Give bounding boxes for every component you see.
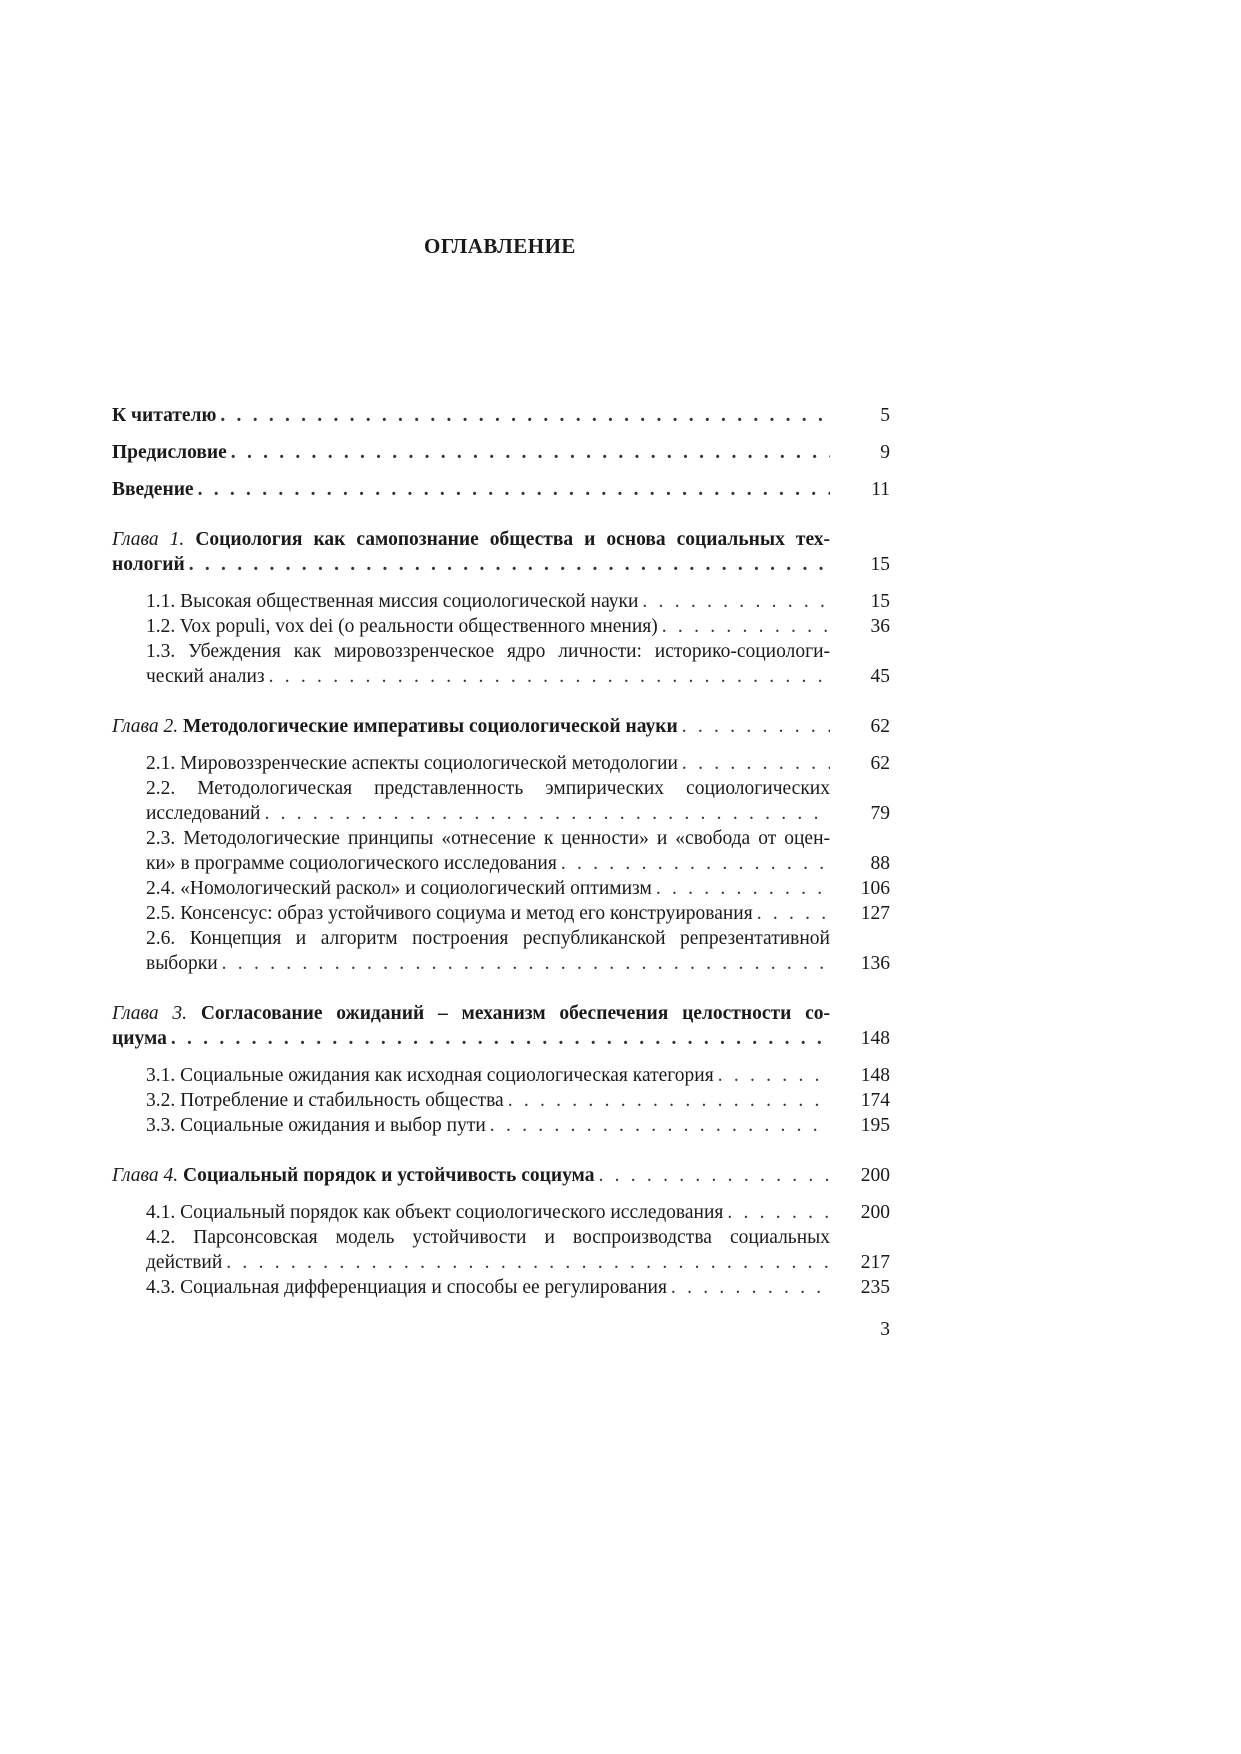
entry-title: Введение <box>112 479 194 500</box>
entry-title: 2.1. Мировоззренческие аспекты социологической методологии <box>146 753 678 774</box>
entry-page: 148 <box>860 1028 890 1049</box>
section-4-1 <box>146 1201 830 1225</box>
entry-page: 45 <box>870 666 890 687</box>
section-2-4 <box>146 877 830 901</box>
entry-page: 136 <box>860 953 890 974</box>
leader-dots <box>231 441 830 465</box>
leader-dots <box>671 1276 830 1300</box>
entry-page: 88 <box>870 853 890 874</box>
entry-title: 3.2. Потребление и стабильность общества <box>146 1090 504 1111</box>
leader-dots <box>598 1164 830 1188</box>
entry-page: 62 <box>870 716 890 737</box>
chapter-title: Социология как самопознание общества и основа социальных тех- <box>195 529 830 550</box>
chapter-3-heading <box>112 1002 830 1026</box>
section-2-1 <box>146 752 830 776</box>
section-2-2-cont <box>146 802 830 826</box>
leader-dots <box>222 952 830 976</box>
entry-page: 195 <box>860 1115 890 1136</box>
section-3-1 <box>146 1064 830 1088</box>
entry-title-cont: ческий анализ <box>146 666 265 687</box>
leader-dots <box>171 1027 830 1051</box>
section-2-6-cont <box>146 952 830 976</box>
entry-title: Предисловие <box>112 442 227 463</box>
toc-entry-introduction <box>112 478 830 502</box>
entry-page: 200 <box>860 1165 890 1186</box>
leader-dots <box>561 852 830 876</box>
entry-title: 3.3. Социальные ожидания и выбор пути <box>146 1115 486 1136</box>
entry-title: 1.1. Высокая общественная миссия социологической науки <box>146 591 639 612</box>
entry-page: 15 <box>870 554 890 575</box>
leader-dots <box>198 478 830 502</box>
entry-page: 235 <box>860 1277 890 1298</box>
entry-page: 106 <box>860 878 890 899</box>
chapter-2-heading <box>112 715 830 739</box>
chapter-title-cont: циума <box>112 1028 167 1049</box>
leader-dots <box>662 615 830 639</box>
chapter-4-heading <box>112 1164 830 1188</box>
section-1-2 <box>146 615 830 639</box>
section-1-3-cont <box>146 665 830 689</box>
entry-title: 4.3. Социальная дифференциация и способы ее регулирования <box>146 1277 667 1298</box>
section-1-3: 1.3. Убеждения как мировоззренческое ядро личности: историко-социологи- <box>146 641 830 662</box>
leader-dots <box>757 902 830 926</box>
entry-title-cont: исследований <box>146 803 261 824</box>
leader-dots <box>220 404 830 428</box>
entry-page: 174 <box>860 1090 890 1111</box>
leader-dots <box>269 665 830 689</box>
leader-dots <box>656 877 830 901</box>
entry-page: 9 <box>880 442 890 463</box>
entry-page: 15 <box>870 591 890 612</box>
entry-title: 4.1. Социальный порядок как объект социологического исследования <box>146 1202 724 1223</box>
entry-page: 148 <box>860 1065 890 1086</box>
leader-dots <box>727 1201 830 1225</box>
leader-dots <box>226 1251 830 1275</box>
section-4-2: 4.2. Парсонсовская модель устойчивости и воспроизводства социальных <box>146 1227 830 1248</box>
entry-title: К читателю <box>112 405 217 426</box>
entry-page: 36 <box>870 616 890 637</box>
page-number: 3 <box>880 1319 890 1340</box>
entry-page: 11 <box>871 479 890 500</box>
entry-page: 62 <box>870 753 890 774</box>
chapter-title: Методологические императивы социологической науки <box>183 716 678 737</box>
chapter-title: Социальный порядок и устойчивость социума <box>183 1165 595 1186</box>
leader-dots <box>264 802 830 826</box>
section-4-3 <box>146 1276 830 1300</box>
entry-page: 200 <box>860 1202 890 1223</box>
entry-title: 3.1. Социальные ожидания как исходная социологическая категория <box>146 1065 714 1086</box>
leader-dots <box>490 1114 830 1138</box>
leader-dots <box>642 590 830 614</box>
section-4-2-cont <box>146 1251 830 1275</box>
chapter-label: Глава 4. <box>112 1165 179 1186</box>
chapter-1-heading <box>112 528 830 552</box>
entry-title-cont: выборки <box>146 953 218 974</box>
chapter-label: Глава 2. <box>112 716 179 737</box>
section-3-2 <box>146 1089 830 1113</box>
chapter-1-heading-cont <box>112 553 830 577</box>
leader-dots <box>682 715 830 739</box>
leader-dots <box>508 1089 830 1113</box>
chapter-title: Согласование ожиданий – механизм обеспечения целостности со- <box>200 1003 831 1024</box>
entry-title-cont: действий <box>146 1252 223 1273</box>
entry-page: 79 <box>870 803 890 824</box>
entry-title: 2.4. «Номологический раскол» и социологический оптимизм <box>146 878 652 899</box>
leader-dots <box>189 553 830 577</box>
section-2-5 <box>146 902 830 926</box>
toc-entry-preface <box>112 441 830 465</box>
chapter-label: Глава 1. <box>112 529 185 550</box>
entry-page: 127 <box>860 903 890 924</box>
section-2-2: 2.2. Методологическая представленность эмпирических социологических <box>146 778 830 799</box>
entry-page: 5 <box>880 405 890 426</box>
section-1-1 <box>146 590 830 614</box>
leader-dots <box>682 752 830 776</box>
chapter-title-cont: нологий <box>112 554 185 575</box>
section-2-6: 2.6. Концепция и алгоритм построения республиканской репрезентативной <box>146 928 830 949</box>
section-2-3-cont <box>146 852 830 876</box>
chapter-3-heading-cont <box>112 1027 830 1051</box>
section-3-3 <box>146 1114 830 1138</box>
page-title: ОГЛАВЛЕНИЕ <box>424 234 576 258</box>
chapter-label: Глава 3. <box>112 1003 188 1024</box>
leader-dots <box>718 1064 830 1088</box>
section-2-3: 2.3. Методологические принципы «отнесение к ценности» и «свобода от оцен- <box>146 828 830 849</box>
entry-title: 2.5. Консенсус: образ устойчивого социума и метод его конструирования <box>146 903 753 924</box>
entry-title-cont: ки» в программе социологического исследования <box>146 853 557 874</box>
entry-page: 217 <box>860 1252 890 1273</box>
entry-title: 1.2. Vox populi, vox dei (о реальности общественного мнения) <box>146 616 658 637</box>
toc-entry-to-reader <box>112 404 830 428</box>
